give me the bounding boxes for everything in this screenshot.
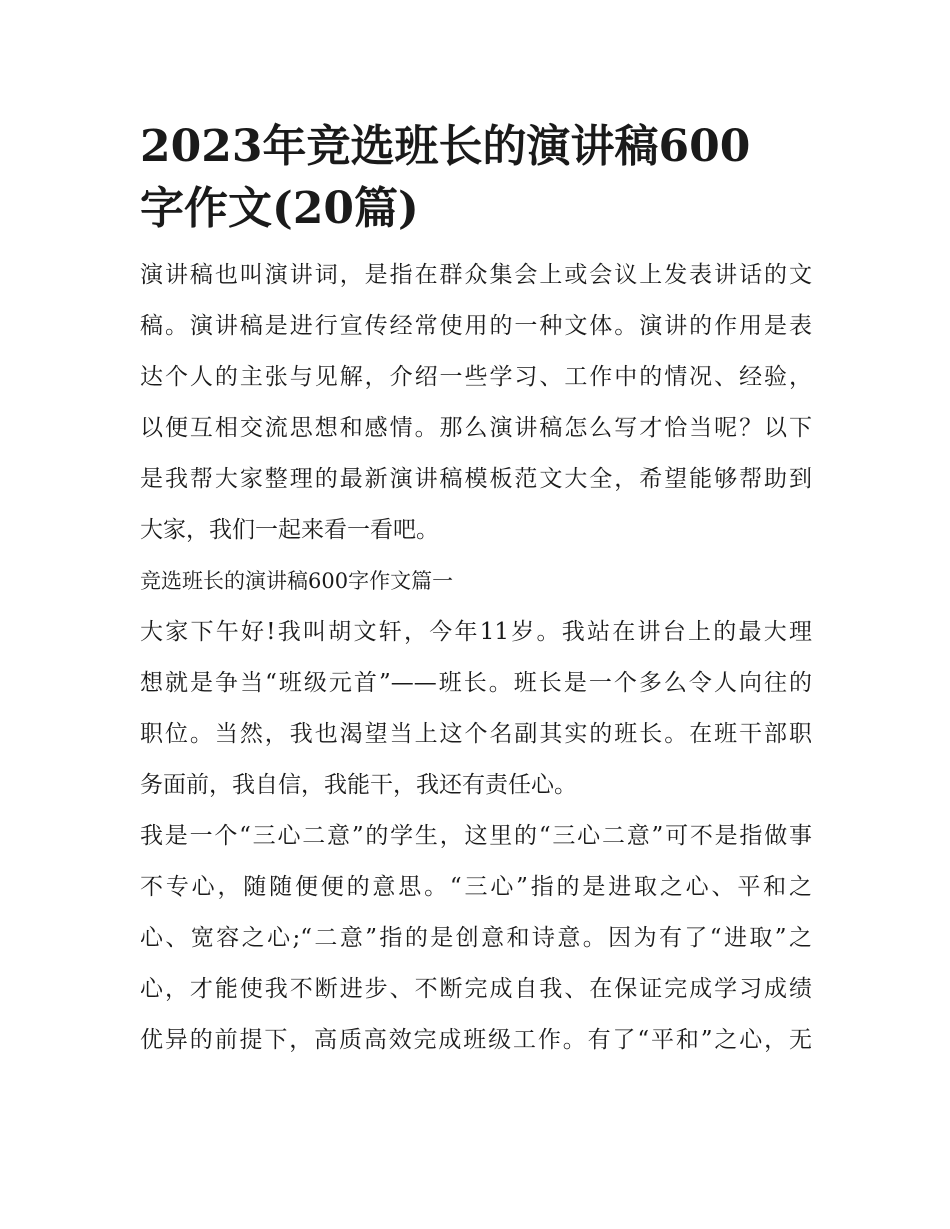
intro-line-3: 达个人的主张与见解，介绍一些学习、工作中的情况、经验， [140,364,812,390]
para2-line-5: 优异的前提下，高质高效完成班级工作。有了“平和”之心，无 [140,1027,812,1053]
title-line-1: 2023年竞选班长的演讲稿600 [140,121,751,172]
intro-line-5: 是我帮大家整理的最新演讲稿模板范文大全，希望能够帮助到 [140,466,812,492]
document-title [140,116,812,240]
intro-line-1: 演讲稿也叫演讲词，是指在群众集会上或会议上发表讲话的文 [140,262,812,288]
document-body [140,116,812,1066]
para2-line-1: 我是一个“三心二意”的学生，这里的“三心二意”可不是指做事 [140,823,812,849]
title-line-2: 字作文(20篇) [140,183,419,234]
para2-line-3: 心、宽容之心;“二意”指的是创意和诗意。因为有了“进取”之 [140,925,812,951]
para1-line-2: 想就是争当“班级元首”——班长。班长是一个多么令人向往的 [140,670,812,696]
para2-line-4: 心，才能使我不断进步、不断完成自我、在保证完成学习成绩 [140,976,812,1002]
intro-line-2: 稿。演讲稿是进行宣传经常使用的一种文体。演讲的作用是表 [140,313,812,339]
para1-line-1: 大家下午好!我叫胡文轩，今年11岁。我站在讲台上的最大理 [140,619,812,645]
paragraph-2 [140,811,812,1066]
intro-line-4: 以便互相交流思想和感情。那么演讲稿怎么写才恰当呢？以下 [140,415,812,441]
para1-line-3: 职位。当然，我也渴望当上这个名副其实的班长。在班干部职 [140,721,812,747]
section-heading: 竞选班长的演讲稿600字作文篇一 [140,569,454,593]
intro-line-6: 大家，我们一起来看一看吧。 [140,517,439,543]
para1-line-4: 务面前，我自信，我能干，我还有责任心。 [140,772,577,798]
intro-paragraph [140,250,812,556]
paragraph-1 [140,607,812,811]
para2-line-2: 不专心，随随便便的意思。“三心”指的是进取之心、平和之 [140,874,812,900]
